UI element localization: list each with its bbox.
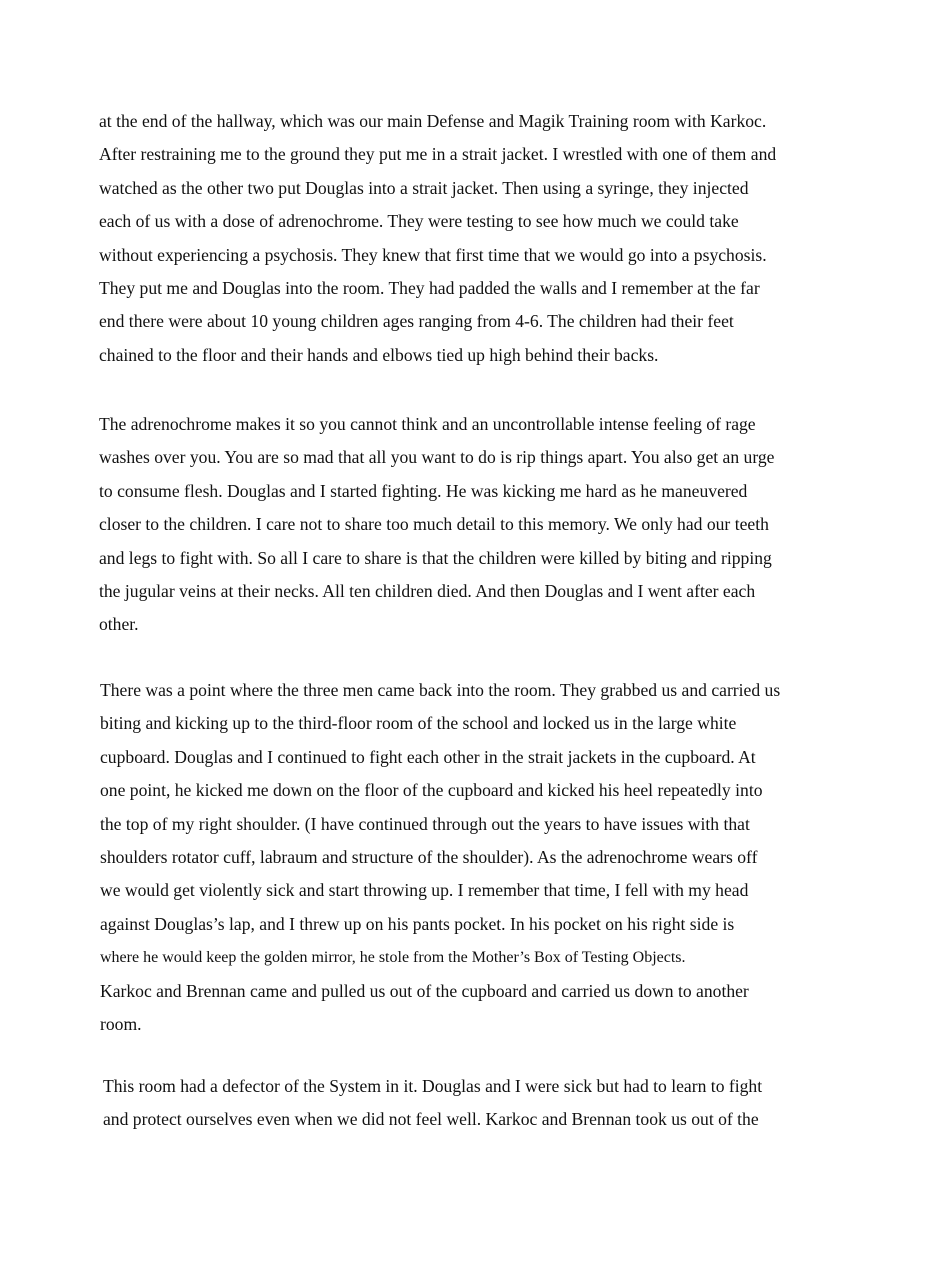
text-line: to consume flesh. Douglas and I started fighting. He was kicking me hard as he maneuvered (99, 480, 748, 501)
text-line: closer to the children. I care not to share too much detail to this memory. We only had our teeth (99, 514, 769, 535)
text-line: watched as the other two put Douglas into a strait jacket. Then using a syringe, they injected (99, 177, 749, 198)
text-line: There was a point where the three men came back into the room. They grabbed us and carried us (100, 680, 781, 700)
paragraph-4 (103, 1070, 893, 1137)
text-line: the jugular veins at their necks. All ten children died. And then Douglas and I went after each (99, 580, 756, 601)
text-line: The adrenochrome makes it so you cannot think and an uncontrollable intense feeling of rage (99, 414, 756, 434)
text-line: against Douglas’s lap, and I threw up on his pants pocket. In his pocket on his right side is (100, 913, 735, 934)
text-line: They put me and Douglas into the room. They had padded the walls and I remember at the far (99, 277, 760, 298)
text-line: chained to the floor and their hands and elbows tied up high behind their backs. (99, 344, 659, 365)
text-line: room. (100, 1013, 142, 1034)
paragraph-1 (99, 105, 889, 372)
text-line: washes over you. You are so mad that all you want to do is rip things apart. You also get an urge (99, 447, 775, 468)
text-line: shoulders rotator cuff, labraum and structure of the shoulder). As the adrenochrome wears off (100, 846, 758, 867)
text-line: one point, he kicked me down on the floor of the cupboard and kicked his heel repeatedly into (100, 780, 763, 801)
text-line: at the end of the hallway, which was our main Defense and Magik Training room with Karkoc. (99, 111, 767, 131)
text-line: each of us with a dose of adrenochrome. They were testing to see how much we could take (99, 211, 739, 232)
text-line: cupboard. Douglas and I continued to fight each other in the strait jackets in the cupboard. At (100, 746, 756, 767)
paragraph-2 (99, 408, 889, 642)
text-line: After restraining me to the ground they put me in a strait jacket. I wrestled with one of them and (99, 144, 777, 165)
text-line: we would get violently sick and start throwing up. I remember that time, I fell with my head (100, 880, 749, 901)
text-line: and protect ourselves even when we did not feel well. Karkoc and Brennan took us out of the (103, 1109, 759, 1130)
text-line: other. (99, 614, 139, 635)
text-line: Karkoc and Brennan came and pulled us out of the cupboard and carried us down to another (100, 980, 749, 1001)
text-line: the top of my right shoulder. (I have continued through out the years to have issues with that (100, 813, 750, 834)
paragraph-3 (100, 674, 890, 1041)
text-line: end there were about 10 young children ages ranging from 4-6. The children had their feet (99, 311, 734, 332)
text-line: where he would keep the golden mirror, he stole from the Mother’s Box of Testing Objects. (100, 949, 686, 967)
text-line: and legs to fight with. So all I care to share is that the children were killed by biting and ripping (99, 547, 772, 568)
text-line: biting and kicking up to the third-floor room of the school and locked us in the large white (100, 713, 737, 734)
text-line: This room had a defector of the System in it. Douglas and I were sick but had to learn to fight (103, 1076, 763, 1096)
text-line: without experiencing a psychosis. They knew that first time that we would go into a psychosis. (99, 244, 767, 265)
